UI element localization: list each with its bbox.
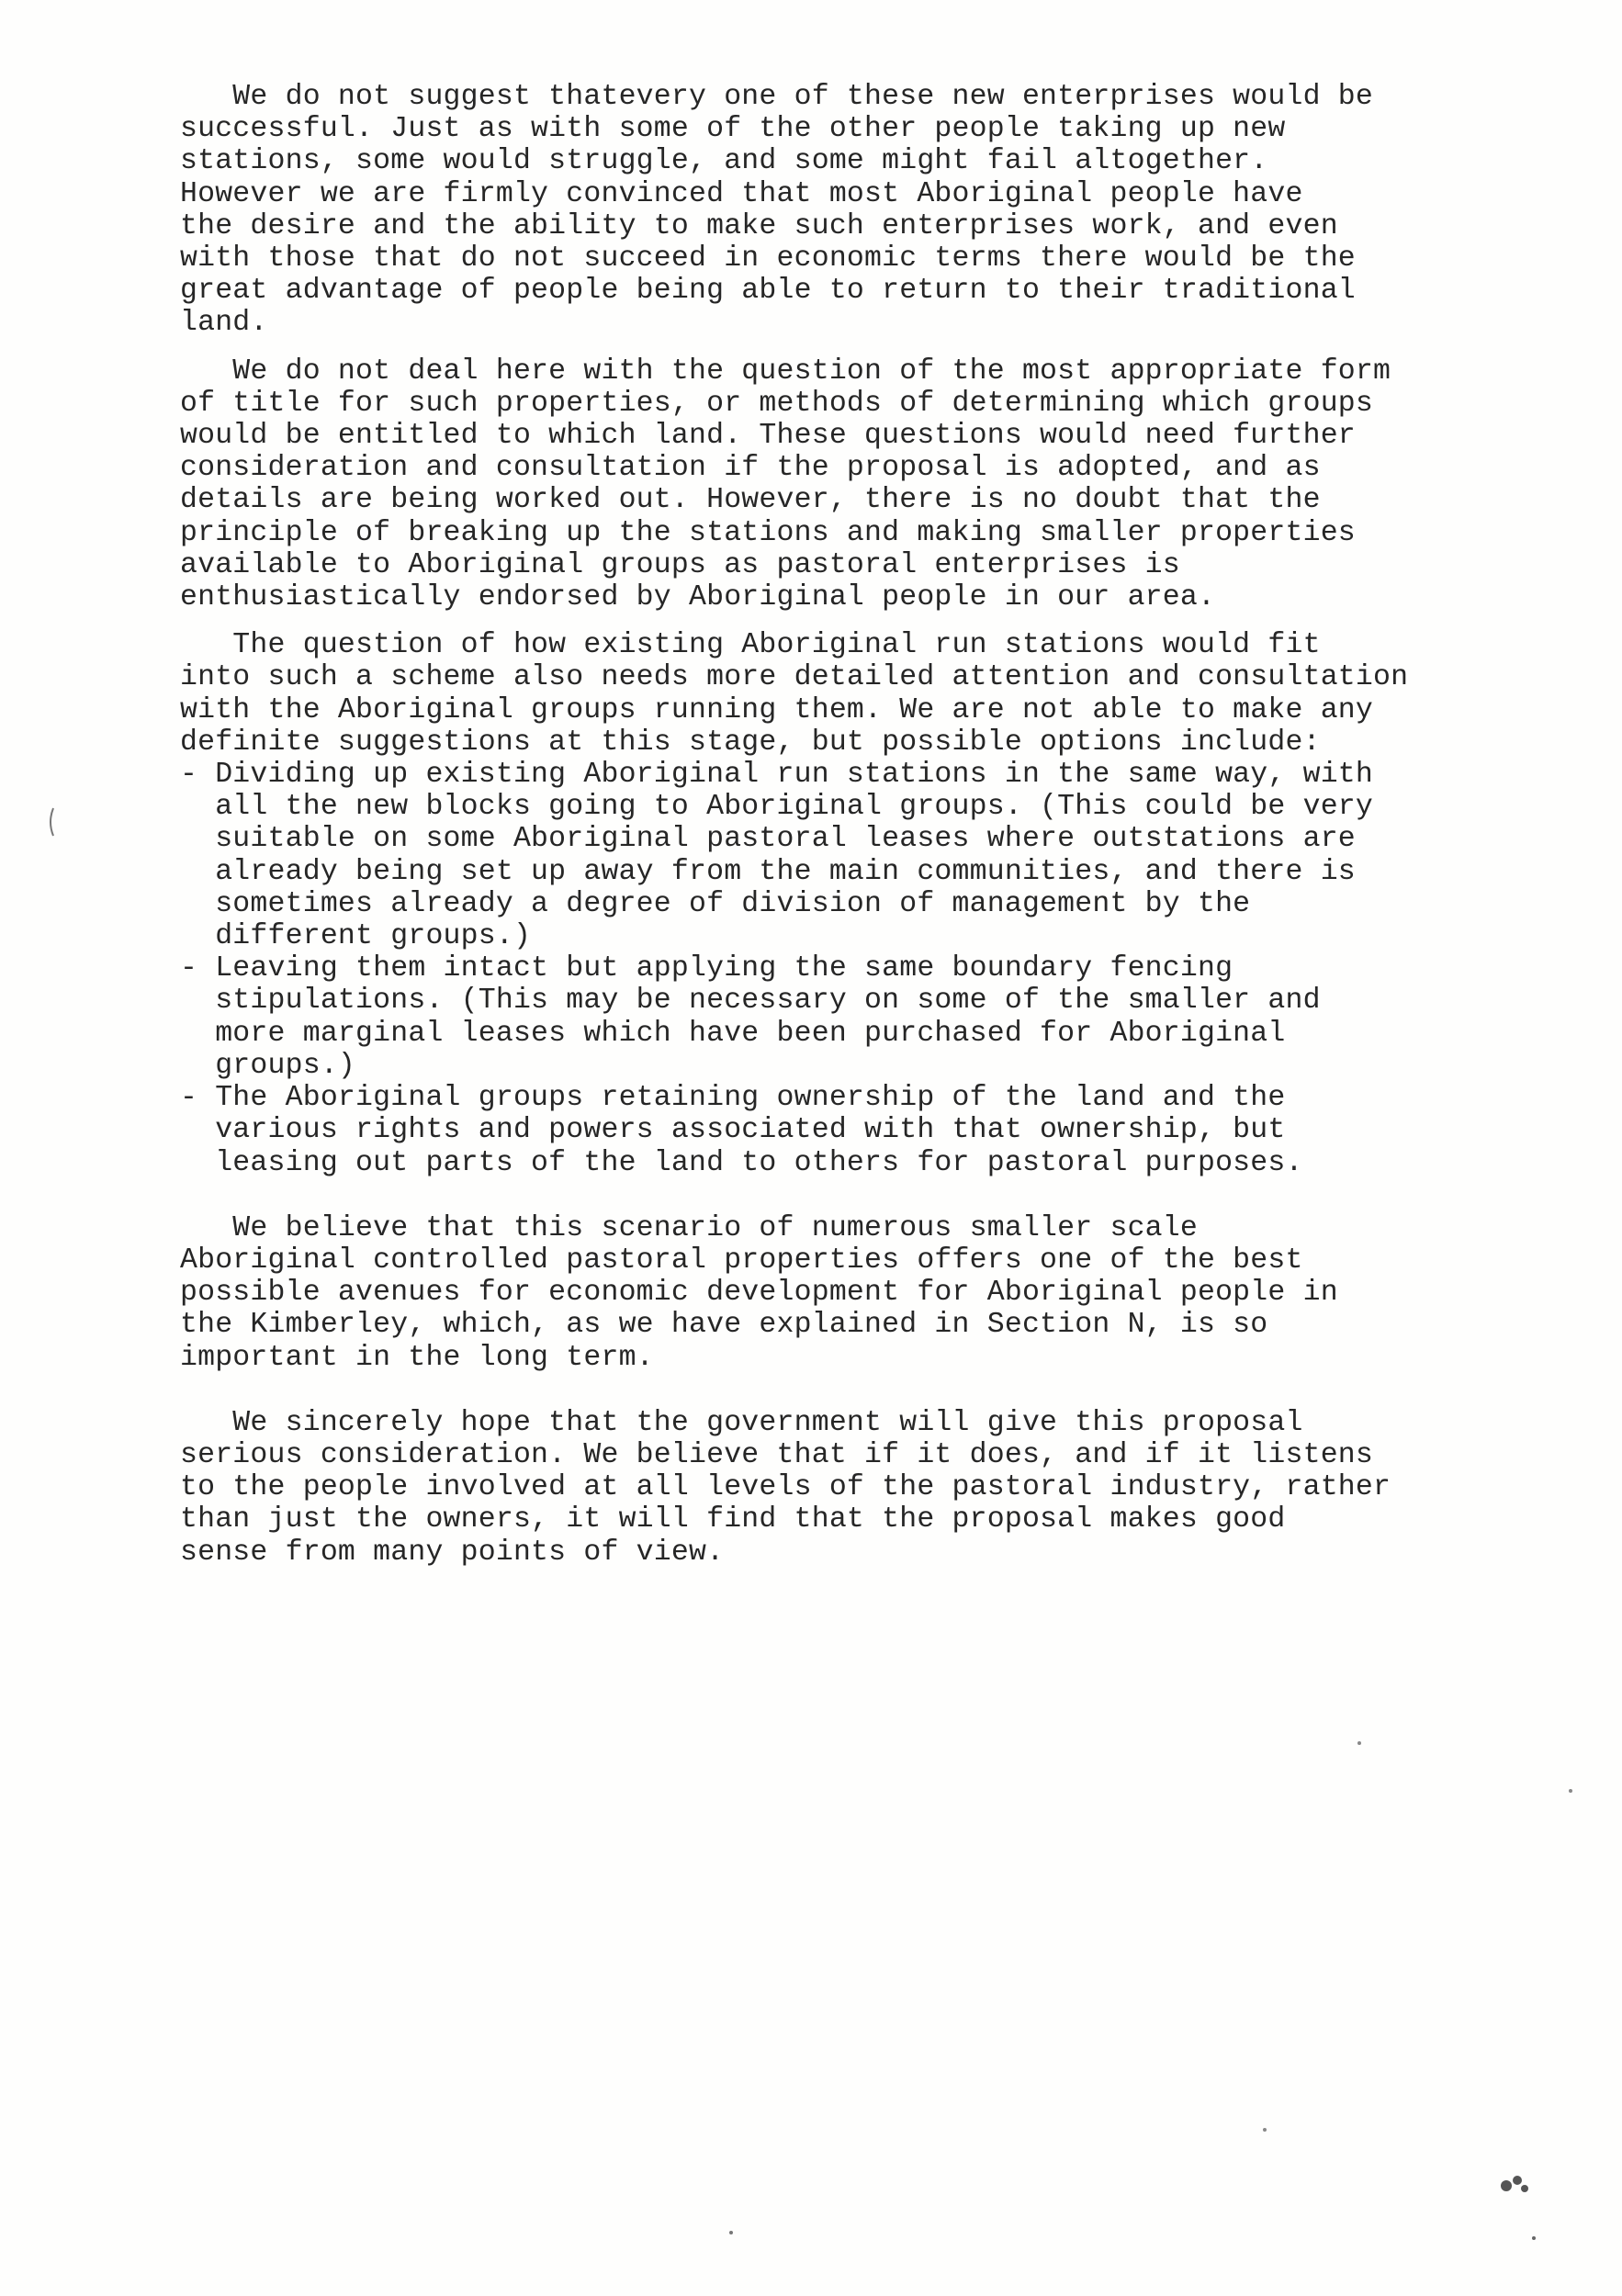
text-line: land.: [180, 307, 268, 340]
text-line: consideration and consultation if the proposal is adopted, and as: [180, 452, 1321, 485]
text-line: the Kimberley, which, as we have explained in Section N, is so: [180, 1309, 1268, 1342]
text-line: We sincerely hope that the government will give this proposal: [180, 1406, 1303, 1439]
text-line: all the new blocks going to Aboriginal groups. (This could be very: [180, 791, 1374, 824]
text-line: various rights and powers associated with that ownership, but: [180, 1114, 1286, 1147]
paragraph-conclusion: [180, 1407, 1594, 1569]
text-line: successful. Just as with some of the other people taking up new: [180, 113, 1286, 146]
options-list: [180, 759, 1594, 1179]
text-line: of title for such properties, or methods of determining which groups: [180, 387, 1374, 420]
document-body: [180, 81, 1594, 1569]
text-line: already being set up away from the main communities, and there is: [180, 855, 1356, 888]
text-line: We believe that this scenario of numerous smaller scale: [180, 1211, 1198, 1244]
scan-speck: [1501, 2180, 1512, 2191]
text-line: details are being worked out. However, there is no doubt that the: [180, 484, 1321, 517]
text-line: would be entitled to which land. These questions would need further: [180, 420, 1356, 453]
text-line: We do not deal here with the question of the most appropriate form: [180, 355, 1391, 388]
text-line: The question of how existing Aboriginal run stations would fit: [180, 629, 1321, 662]
scan-speck: [1521, 2185, 1528, 2192]
scan-speck: [1357, 1741, 1361, 1745]
text-line: However we are firmly convinced that most Aboriginal people have: [180, 177, 1303, 210]
scan-speck: [1263, 2128, 1267, 2132]
margin-mark: [51, 808, 53, 836]
paragraph-scenario: [180, 1212, 1594, 1374]
text-line: great advantage of people being able to return to their traditional: [180, 275, 1356, 308]
text-line: more marginal leases which have been purchased for Aboriginal: [180, 1017, 1286, 1050]
text-line: with those that do not succeed in economic terms there would be the: [180, 242, 1356, 276]
text-line: We do not suggest thatevery one of these new enterprises would be: [180, 81, 1374, 113]
text-line: - Dividing up existing Aboriginal run stations in the same way, with: [180, 759, 1374, 792]
text-line: than just the owners, it will find that the proposal makes good: [180, 1503, 1286, 1536]
text-line: groups.): [180, 1049, 356, 1082]
text-line: stipulations. (This may be necessary on some of the smaller and: [180, 985, 1321, 1018]
option-item: [180, 1082, 1594, 1179]
paragraph-existing-stations: [180, 629, 1594, 759]
text-line: different groups.): [180, 920, 532, 953]
text-line: sense from many points of view.: [180, 1536, 725, 1569]
text-line: - Leaving them intact but applying the same boundary fencing: [180, 952, 1233, 985]
text-line: definite suggestions at this stage, but possible options include:: [180, 726, 1321, 759]
text-line: leasing out parts of the land to others for pastoral purposes.: [180, 1146, 1303, 1179]
text-line: with the Aboriginal groups running them. We are not able to make any: [180, 693, 1374, 726]
text-line: principle of breaking up the stations and making smaller properties: [180, 516, 1356, 549]
text-line: Aboriginal controlled pastoral properties offers one of the best: [180, 1244, 1303, 1277]
paragraph-title-question: [180, 355, 1594, 614]
scan-speck: [729, 2231, 733, 2234]
scan-speck: [1532, 2236, 1536, 2240]
text-line: stations, some would struggle, and some might fail altogether.: [180, 145, 1268, 178]
option-item: [180, 952, 1594, 1082]
option-item: [180, 759, 1594, 952]
text-line: possible avenues for economic development for Aboriginal people in: [180, 1277, 1338, 1310]
text-line: important in the long term.: [180, 1341, 654, 1374]
text-line: suitable on some Aboriginal pastoral leases where outstations are: [180, 823, 1356, 856]
text-line: the desire and the ability to make such enterprises work, and even: [180, 209, 1338, 242]
text-line: enthusiastically endorsed by Aboriginal people in our area.: [180, 581, 1216, 614]
paragraph-enterprises: [180, 81, 1594, 340]
text-line: to the people involved at all levels of the pastoral industry, rather: [180, 1471, 1391, 1504]
text-line: sometimes already a degree of division of management by the: [180, 887, 1251, 920]
text-line: serious consideration. We believe that if it does, and if it listens: [180, 1438, 1374, 1471]
text-line: into such a scheme also needs more detailed attention and consultation: [180, 661, 1409, 694]
scan-speck: [1569, 1789, 1572, 1793]
text-line: - The Aboriginal groups retaining ownership of the land and the: [180, 1082, 1286, 1115]
scan-speck: [1513, 2176, 1522, 2185]
text-line: available to Aboriginal groups as pastoral enterprises is: [180, 548, 1180, 581]
